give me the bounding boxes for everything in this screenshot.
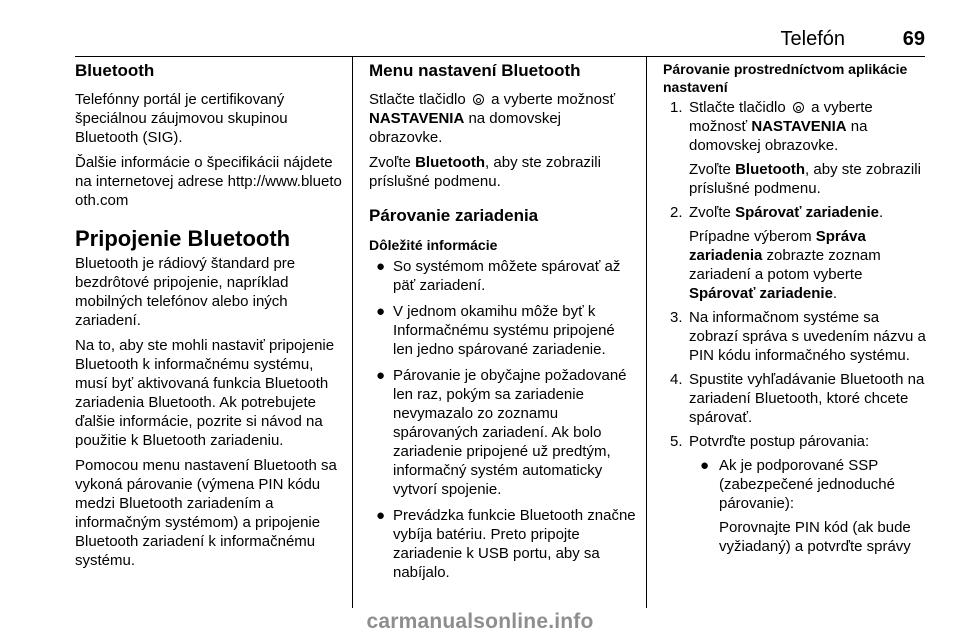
list-item: ● V jednom okamihu môže byť k Informačnému systému pripojené len jedno spárované zariadenie. bbox=[376, 303, 615, 358]
heading-pripojenie-bluetooth: Pripojenie Bluetooth bbox=[75, 226, 291, 251]
bullet-icon: ● bbox=[376, 367, 386, 384]
gear-icon bbox=[473, 94, 484, 105]
step-4: 4. Spustite vyhľadávanie Bluetooth na zariadení Bluetooth, ktoré chcete spárovať. bbox=[670, 371, 925, 426]
page-header bbox=[75, 28, 925, 56]
list-item: ● So systémom môžete spárovať až päť zariadení. bbox=[376, 258, 621, 294]
page-number: 69 bbox=[902, 28, 925, 50]
column-divider-2 bbox=[646, 57, 647, 608]
heading-menu-nastaveni: Menu nastavení Bluetooth bbox=[369, 61, 581, 80]
step-3: 3. Na informačnom systéme sa zobrazí správa s uvedením názvu a PIN kódu informačného systému. bbox=[670, 309, 926, 364]
step-2: 2. Zvoľte Spárovať zariadenie. bbox=[670, 204, 884, 221]
bullet-icon: ● bbox=[700, 457, 710, 474]
bullet-icon: ● bbox=[376, 303, 386, 320]
paragraph: Telefónny portál je certifikovaný špeciálnou záujmovou skupinou Bluetooth (SIG). bbox=[75, 91, 288, 146]
step-2-detail: Prípadne výberom Správa zariadenia zobrazte zoznam zariadení a potom vyberte Spárovať zariadenie. bbox=[689, 228, 881, 302]
list-item: ● Párovanie je obyčajne požadované len raz, pokým sa zariadenie nevymazalo zo zoznamu spárovaných zariadení. Ak bolo zariadenie pripojené už predtým, informačný systém automaticky vytvorí spojenie. bbox=[376, 367, 627, 498]
step-1-detail: Zvoľte Bluetooth, aby ste zobrazili príslušné podmenu. bbox=[689, 161, 921, 197]
list-item: ● Ak je podporované SSP (zabezpečené jednoduché párovanie): bbox=[700, 457, 895, 512]
heading-parovanie-zariadenia: Párovanie zariadenia bbox=[369, 206, 539, 225]
paragraph: Bluetooth je rádiový štandard pre bezdrôtové pripojenie, napríklad mobilných telefónov alebo iných zariadení. bbox=[75, 255, 296, 329]
column-divider-1 bbox=[352, 57, 353, 608]
heading-parovanie-aplikacie: Párovanie prostredníctvom aplikácie nastavení bbox=[663, 61, 908, 95]
page-title: Telefón bbox=[780, 28, 845, 50]
paragraph: Stlačte tlačidlo a vyberte možnosť NASTAVENIA na domovskej obrazovke. bbox=[369, 91, 616, 146]
bullet-icon: ● bbox=[376, 507, 386, 524]
bullet-icon: ● bbox=[376, 258, 386, 275]
important-info-label: Dôležité informácie bbox=[369, 237, 498, 253]
gear-icon bbox=[793, 102, 804, 113]
watermark: carmanualsonline.info bbox=[366, 610, 594, 633]
column-1 bbox=[75, 60, 345, 576]
step-5-detail: Porovnajte PIN kód (ak bude vyžiadaný) a potvrďte správy bbox=[719, 519, 911, 555]
paragraph: Ďalšie informácie o špecifikácii nájdete na internetovej adrese http://www.bluetooth.com bbox=[75, 154, 342, 209]
header-rule bbox=[75, 56, 925, 57]
paragraph: Na to, aby ste mohli nastaviť pripojenie Bluetooth k informačnému systému, musí byť aktivovaná funkcia Bluetooth zariadenia Bluetooth. Ak potrebujete ďalšie informácie, pozrite si návod na použitie k Bluetooth zariadeniu. bbox=[75, 337, 335, 449]
column-3 bbox=[663, 60, 927, 556]
heading-bluetooth: Bluetooth bbox=[75, 61, 155, 80]
step-1: 1. Stlačte tlačidlo a vyberte možnosť NASTAVENIA na domovskej obrazovke. bbox=[670, 99, 873, 154]
paragraph: Zvoľte Bluetooth, aby ste zobrazili príslušné podmenu. bbox=[369, 154, 601, 190]
column-2 bbox=[369, 60, 637, 589]
paragraph: Pomocou menu nastavení Bluetooth sa vykoná párovanie (výmena PIN kódu medzi Bluetooth zariadením a informačným systémom) a pripojenie Bluetooth zariadení k informačnému systému. bbox=[75, 457, 337, 569]
list-item: ● Prevádzka funkcie Bluetooth značne vybíja batériu. Preto pripojte zariadenie k USB portu, aby sa nabíjalo. bbox=[376, 507, 636, 581]
step-5: 5. Potvrďte postup párovania: bbox=[670, 433, 870, 450]
